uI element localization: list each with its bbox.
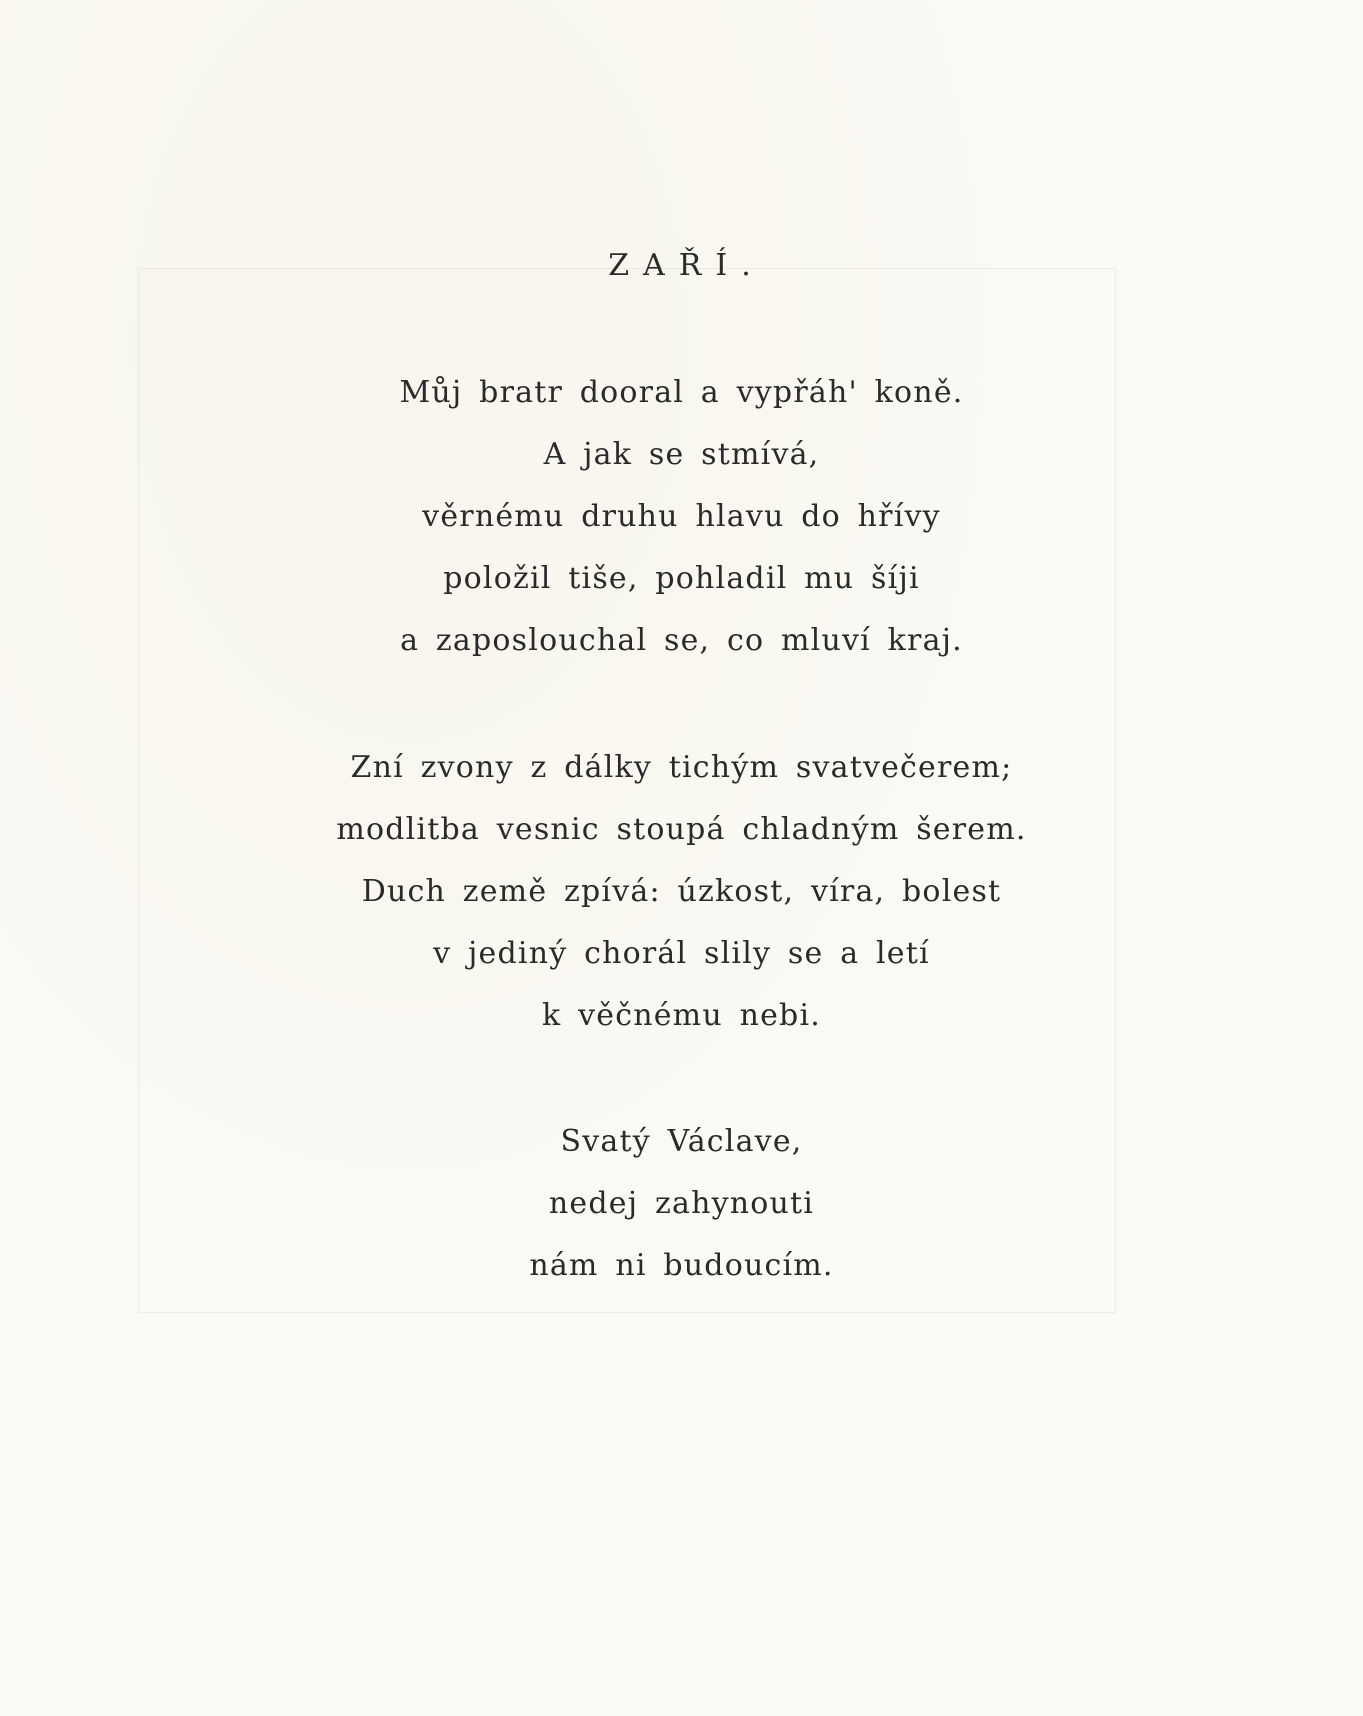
poem-line: Svatý Václave, [560, 1124, 803, 1159]
poem-line: modlitba vesnic stoupá chladným šerem. [336, 812, 1027, 847]
poem-line: Zní zvony z dálky tichým svatvečerem; [350, 750, 1013, 785]
poem-line: položil tiše, pohladil mu šíji [443, 561, 920, 596]
poem-line: v jediný chorál slily se a letí [433, 936, 930, 971]
poem-line: a zaposlouchal se, co mluví kraj. [400, 623, 963, 658]
stanza-2 [0, 737, 1363, 1047]
stanza-1 [0, 362, 1363, 672]
poem-line: Duch země zpívá: úzkost, víra, bolest [361, 874, 1002, 909]
poem-line: k věčnému nebi. [541, 998, 821, 1033]
poem-title: ZAŘÍ. [608, 248, 765, 283]
poem-line: nedej zahynouti [548, 1186, 815, 1221]
stanza-3 [0, 1111, 1363, 1297]
poem-line: věrnému druhu hlavu do hřívy [422, 499, 941, 534]
poem-line: A jak se stmívá, [543, 437, 820, 472]
poem-line: nám ni budoucím. [529, 1248, 834, 1283]
poem-line: Můj bratr dooral a vypřáh' koně. [399, 375, 964, 410]
